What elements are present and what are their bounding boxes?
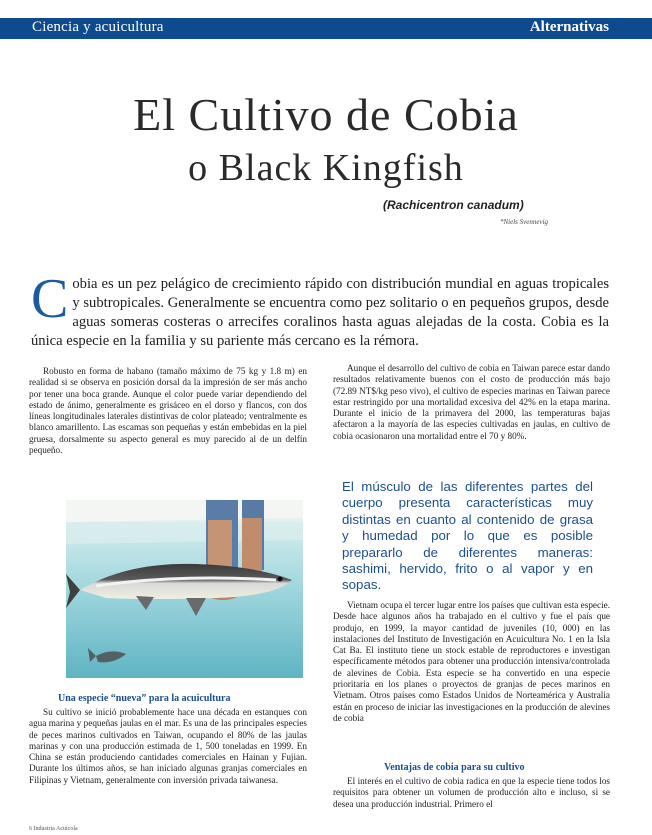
category-label: Alternativas — [529, 19, 609, 35]
paragraph: Aunque el desarrollo del cultivo de cobia en Taiwan parece estar dando resultados relativamente buenos con el costo de producción más bajo (72.89 NT$/kg peso vivo), el cultivo de especies marinas en Taiwan parece estar restringido por una mortalidad excesiva del 42% en la etapa marina. Durante el inicio de la primavera del 2000, las temperaturas bajas afectaron a la mayoría de las especies cultivadas en jaulas, en cultivo de cobia ocasionaron una mortalidad entre el 70 y 80%. — [333, 363, 610, 441]
author: *Niels Svennevig — [500, 218, 549, 226]
article-title: El Cultivo de Cobia — [133, 89, 519, 140]
section-header — [0, 0, 652, 40]
drop-cap: C — [31, 268, 69, 330]
page-footer: 6 Industria Acuícola — [29, 826, 78, 832]
cobia-photo-illustration — [66, 500, 303, 678]
column-3-text — [333, 600, 610, 724]
paragraph: Vietnam ocupa el tercer lugar entre los países que cultivan esta especie. Desde hace algunos años ha trabajado en el cultivo y fue el país que produjo, en 1999, la mayor cantidad de juveniles (10, 000) en las instalaciones del Instituto de Investigación en Acuicultura No. 1 en la Isla Cat Ba. El instituto tiene un stock estable de reproductores e investigan específicamente métodos para obtener una producción intensiva/controlada de alevines de Cobia. Esta especie se ha convertido en una especie prioritaria en los planes o proyectos de granjas de peces marinos en Vietnam. Otros países como Estados Unidos de Norteamérica y Australia están en proceso de iniciar las investigaciones en la producción de alevines de cobia — [333, 600, 610, 723]
section-label: Ciencia y acuicultura — [32, 19, 164, 35]
section-heading: Ventajas de cobia para su cultivo — [384, 762, 525, 773]
scientific-name: (Rachicentron canadum) — [383, 198, 524, 212]
column-4-text — [29, 707, 307, 786]
column-5-text — [333, 776, 610, 810]
column-2-text — [333, 363, 610, 442]
column-1-text — [29, 366, 307, 456]
lead-text: obia es un pez pelágico de crecimiento rápido con distribución mundial en aguas tropicales y subtropicales. Generalmente se encuentra como pez solitario o en pequeños grupos, desde aguas someras costeras o arrecifes coralinos hasta aguas alejadas de la costa. Cobia es la única especie en la familia y su pariente más cercano es la rémora. — [31, 276, 609, 349]
paragraph: Su cultivo se inició probablemente hace una década en estanques con agua marina y pequeñas jaulas en el mar. Es una de las principales especies de peces marinos cultivados en Taiwan, ocupando el 80% de las jaulas marinas y con una producción estimada de 1, 500 toneladas en 1999. En China se están produciendo cantidades comerciales en Hainan y Fujian. Durante los últimos años, se han iniciado algunas granjas comerciales en Filipinas y Vietnam, generalmente con inversión privada taiwanesa. — [29, 707, 307, 785]
pull-quote: El músculo de las diferentes partes del cuerpo presenta características muy distintas en cuanto al contenido de grasa y humedad por lo que es posible prepararlo de diferentes maneras: sashimi, hervido, frito o al vapor y en sopas. — [342, 479, 593, 593]
cobia-photo — [66, 500, 303, 678]
section-heading: Una especie “nueva” para la acuicultura — [58, 693, 231, 704]
lead-paragraph — [31, 268, 609, 351]
paragraph: El interés en el cultivo de cobia radica en que la especie tiene todos los requisitos para obtener un volumen de producción alto e incluso, si se desea una producción industrial. Primero el — [333, 776, 610, 809]
article-subtitle: o Black Kingfish — [188, 147, 464, 189]
paragraph: Robusto en forma de habano (tamaño máximo de 75 kg y 1.8 m) en realidad si se observa en posición dorsal da la impresión de ser más ancho por tener una boca grande. Aunque el color puede variar dependiendo del estado de ánimo, generalmente es grisáceo en el dorso y flancos, con dos líneas longitudinales laterales distintivas de color plateado; ventralmente es blanco amarillento. Las escamas son pequeñas y están embebidas en la piel gruesa, dorsalmente su aspecto general es muy parecido al de un delfín pequeño. — [29, 366, 307, 456]
